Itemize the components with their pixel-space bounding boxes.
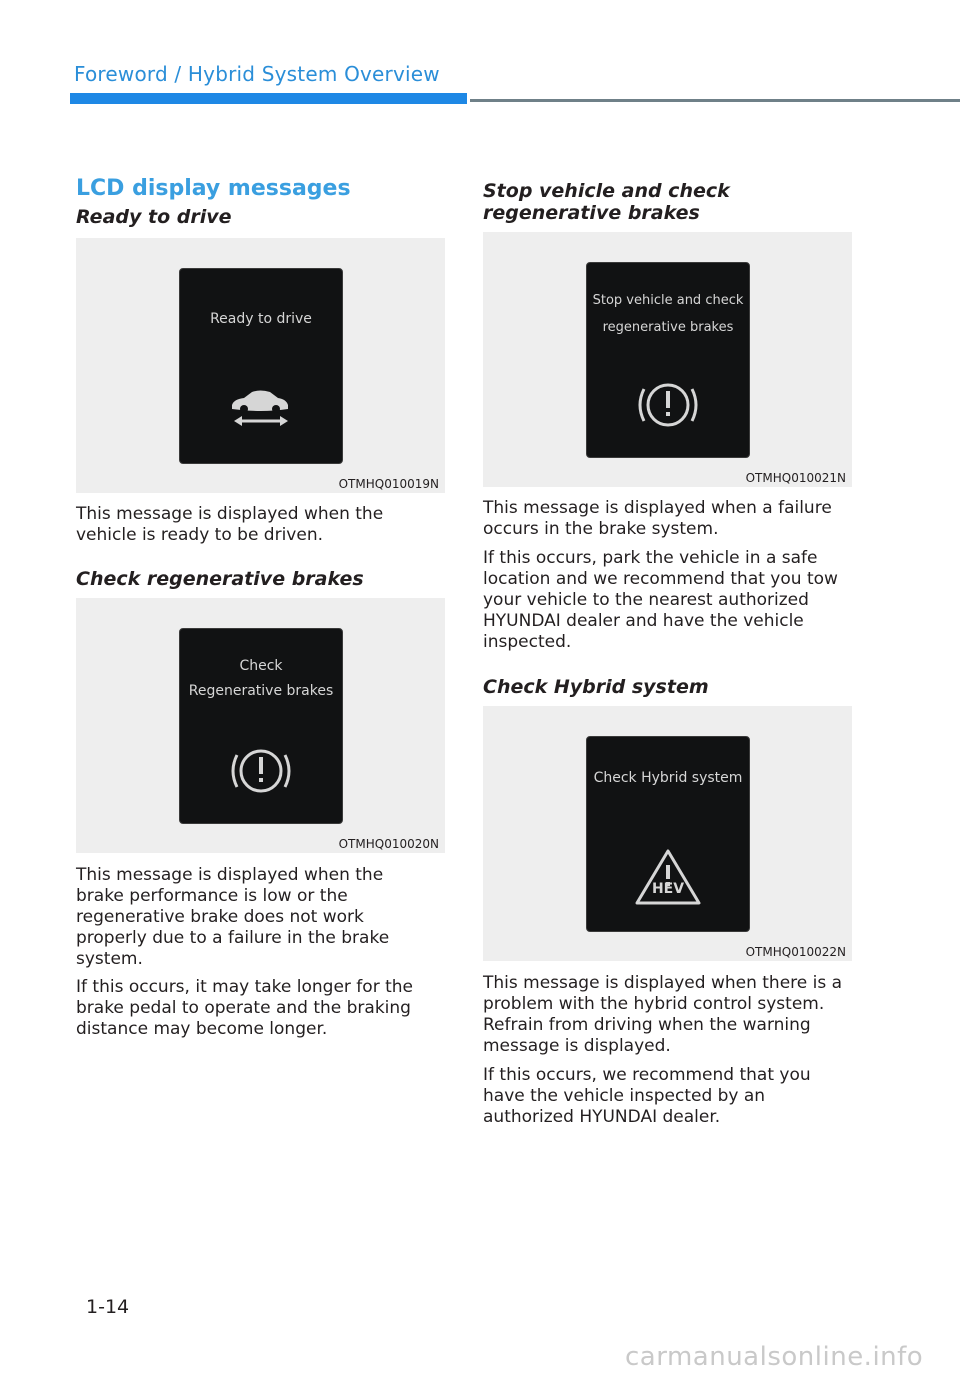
header-title: Foreword / Hybrid System Overview <box>74 62 440 86</box>
watermark: carmanualsonline.info <box>625 1342 924 1372</box>
paragraph: This message is displayed when the vehicle is ready to be driven. <box>76 504 384 545</box>
hybrid-warning-icon <box>633 847 703 907</box>
lcd-message-line1: Check <box>239 658 283 674</box>
lcd-screen <box>179 268 343 464</box>
lcd-message: Check Hybrid system <box>593 770 743 786</box>
lcd-message-line1: Stop vehicle and check <box>592 293 744 308</box>
figure-code: OTMHQ010021N <box>745 471 846 485</box>
figure-check-regenerative-brakes <box>76 598 445 853</box>
paragraph: If this occurs, park the vehicle in a safe location and we recommend that you tow your vehicle to the nearest authorized HYUNDAI dealer and have the vehicle inspected. <box>483 548 838 652</box>
brake-warning-icon <box>636 377 700 433</box>
figure-code: OTMHQ010020N <box>338 837 439 851</box>
lcd-screen <box>586 262 750 458</box>
lcd-message: Ready to drive <box>210 311 312 327</box>
subheading-check-regenerative-brakes: Check regenerative brakes <box>76 568 364 590</box>
hybrid-icon-label: HEV <box>651 881 685 897</box>
figure-code: OTMHQ010022N <box>745 945 846 959</box>
paragraph: This message is displayed when the brake performance is low or the regenerative brake does not work properly due to a failure in the brake system. <box>76 865 390 969</box>
subheading-ready-to-drive: Ready to drive <box>76 206 232 228</box>
lcd-message-line2: Regenerative brakes <box>188 683 334 699</box>
lcd-screen <box>179 628 343 824</box>
lcd-screen <box>586 736 750 932</box>
subheading-stop-vehicle-and-check-regenerative-brakes: Stop vehicle and check regenerative brakes <box>483 180 730 224</box>
subheading-check-hybrid-system: Check Hybrid system <box>483 676 709 698</box>
figure-stop-vehicle-and-check <box>483 232 852 487</box>
header-rule-blue <box>70 93 467 104</box>
paragraph: This message is displayed when there is a problem with the hybrid control system. Refrain from driving when the warning message is displayed. <box>483 973 843 1056</box>
page-number: 1-14 <box>86 1296 130 1318</box>
paragraph: This message is displayed when a failure occurs in the brake system. <box>483 498 832 539</box>
paragraph: If this occurs, it may take longer for the brake pedal to operate and the braking distance may become longer. <box>76 977 413 1039</box>
brake-warning-icon <box>229 743 293 799</box>
lcd-message-line2: regenerative brakes <box>602 320 734 335</box>
header-rule-gray <box>470 99 960 102</box>
figure-code: OTMHQ010019N <box>338 477 439 491</box>
car-ready-icon <box>226 389 296 429</box>
figure-ready-to-drive <box>76 238 445 493</box>
figure-check-hybrid-system <box>483 706 852 961</box>
paragraph: If this occurs, we recommend that you have the vehicle inspected by an authorized HYUNDAI dealer. <box>483 1065 811 1127</box>
section-title: LCD display messages <box>76 176 351 201</box>
